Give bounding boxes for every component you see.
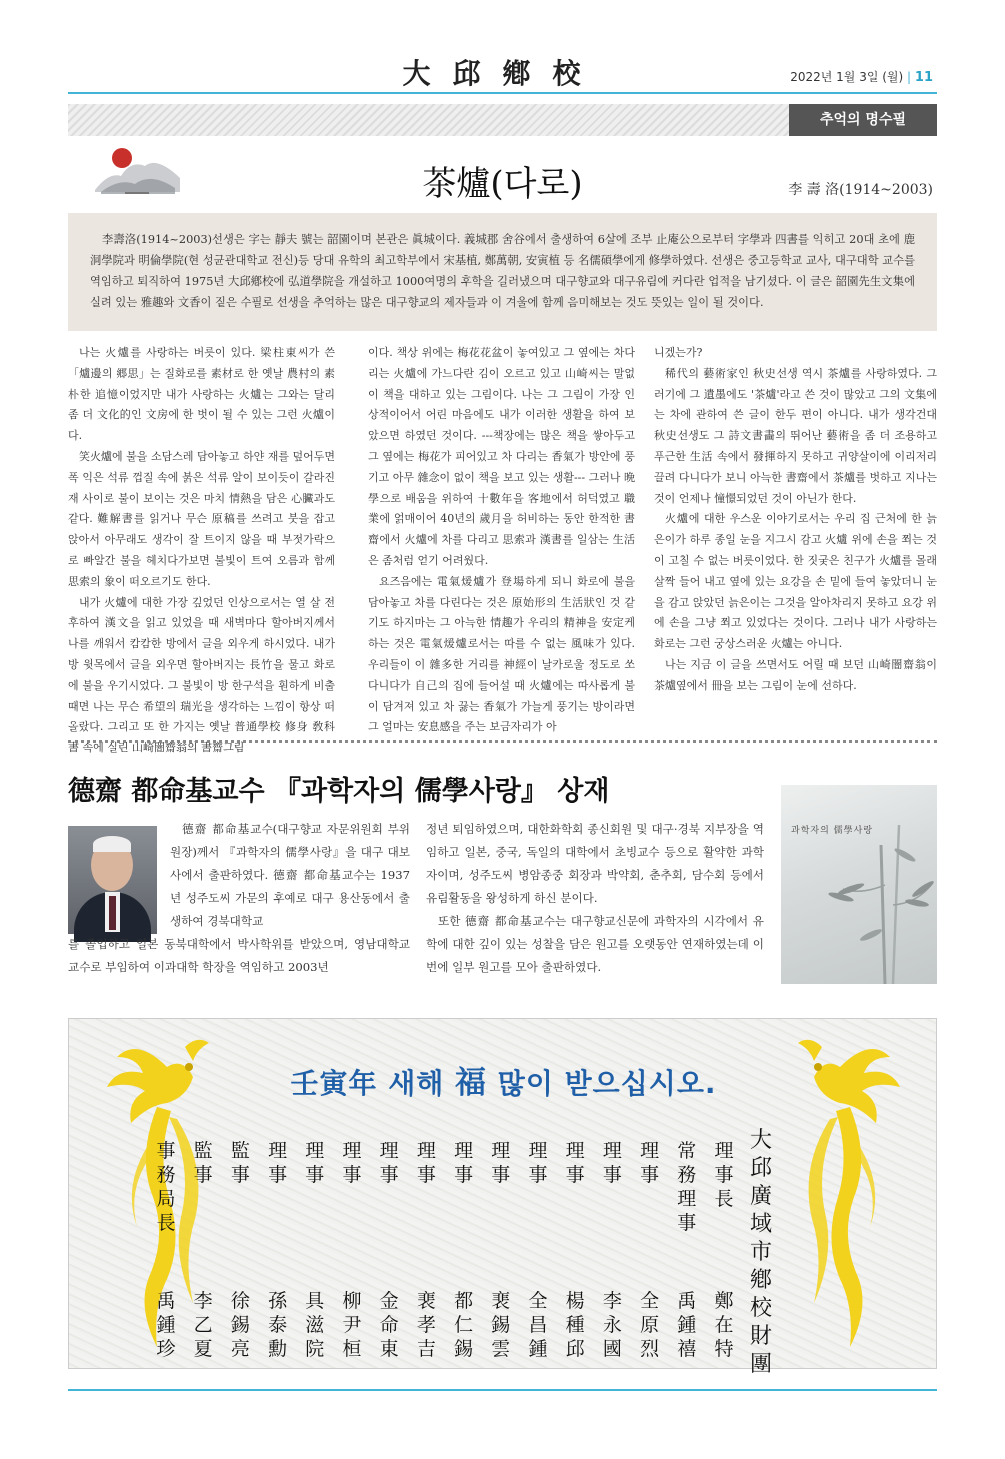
essay-intro-box <box>68 213 937 331</box>
date-separator: | <box>907 70 912 84</box>
news-paragraph: 德齋 都命基교수(대구향교 자문위원회 부위원장)께서 『과학자의 儒學사랑』을 대구 대보사에서 출판하였다. 德齋 都命基교수는 1937년 성주도씨 가문의 후예로 대구 용산동에서 출생하여 경북대학교 <box>170 822 410 928</box>
book-cover <box>781 785 937 984</box>
essay-paragraph: 이다. 책상 위에는 梅花花盆이 놓여있고 그 옆에는 차다리는 火爐에 가느다란 김이 오르고 있고 山崎씨는 말없이 책을 대하고 있는 그림이다. 나는 그 그림이 가장 인상적이어서 어린 마음에도 내가 이러한 생활을 하여 보았으면 하였던 것이다. ---책장에는 많은 책을 쌓아두고 그 옆에는 梅花가 피어있고 차 다리는 香氣가 방안에 풍기고 아무 雜念이 없이 책을 보고 있는 생활--- 그러나 晩學으로 배움을 위하여 十數年을 客地에서 허덕였고 職業에 얽매이어 40년의 歲月을 허비하는 동안 한적한 書齋에서 火爐에 차를 다리고 思索과 漢書를 일삼는 生活은 좀처럼 얻기 어려웠다. <box>368 346 635 567</box>
officer-name: 裵錫雲 <box>491 1290 511 1360</box>
essay-paragraph: 笑火爐에 불을 소담스레 담아놓고 하얀 재를 덮어두면 폭 익은 석류 껍질 속에 붉은 석류 알이 보이듯이 갈라진 재 사이로 불이 보이는 것은 마치 情熱을 담은 心臟과도 같다. 難解書를 읽거나 무슨 原稿를 쓰려고 붓을 잡고 앉아서 아무래도 생각이 잘 트이지 않을 때 부젓가락으로 빠알간 불을 헤치다가보면 불빛이 트여 오름과 함께 思索의 象이 떠오르기도 한다. <box>68 449 335 588</box>
officer-entry <box>488 1139 514 1361</box>
officer-name: 全原烈 <box>640 1290 660 1360</box>
officer-title: 理事 <box>379 1140 399 1186</box>
section-tag: 추억의 명수필 <box>789 104 937 136</box>
officer-entry <box>190 1139 216 1361</box>
date-text: 2022년 1월 3일 (월) <box>790 70 904 84</box>
officer-name: 禹鍾珍 <box>156 1290 176 1360</box>
top-rule <box>68 92 937 94</box>
officer-entry <box>153 1139 179 1361</box>
officer-name: 裵孝吉 <box>416 1290 436 1360</box>
officer-name: 鄭在特 <box>714 1290 734 1360</box>
officer-entry <box>637 1139 663 1361</box>
officer-title: 理事 <box>416 1140 436 1186</box>
officer-name: 金命東 <box>379 1290 399 1360</box>
officer-name: 禹鍾禧 <box>677 1290 697 1360</box>
essay-paragraph: 나는 火爐를 사랑하는 버릇이 있다. 梁柱東씨가 쓴 「爐邊의 郷思」는 질화로를 素材로 한 옛날 農村의 素朴한 追憶이었지만 내가 사랑하는 火爐는 그와는 달리 좀 더 文化的인 文房에 한 벗이 될 수 있는 그런 火爐이다. <box>68 346 335 443</box>
officer-entry <box>302 1139 328 1361</box>
greeting-part: 壬寅年 새해 <box>290 1067 456 1100</box>
bamboo-illustration <box>781 785 937 984</box>
officer-entry <box>599 1139 625 1361</box>
officer-entry <box>376 1139 402 1361</box>
officer-entry <box>227 1139 253 1361</box>
officer-entry <box>413 1139 439 1361</box>
officer-title: 理事 <box>565 1140 585 1186</box>
issue-date <box>790 68 933 85</box>
essay-title: 茶爐(다로) <box>422 164 583 204</box>
news-paragraph: 또한 德齋 都命基교수는 대구향교신문에 과학자의 시각에서 유학에 대한 깊이 있는 성찰을 담은 원고를 오랫동안 연재하였는데 이번에 일부 원고를 모아 출판하였다. <box>426 914 764 974</box>
officer-title: 理事 <box>640 1140 660 1186</box>
officer-name: 李乙夏 <box>193 1290 213 1360</box>
bottom-rule <box>68 1389 937 1391</box>
essay-paragraph: 火爐에 대한 우스운 이야기로서는 우리 집 근처에 한 늙은이가 하루 종일 눈을 지그시 감고 火爐 위에 손을 쬐는 것이 고칠 수 없는 버릇이었다. 한 짓궂은 친구가 火爐를 몰래 살짝 들어 내고 옆에 있는 요강을 손 밑에 들여 놓았더니 눈을 감고 앉았던 늙은이는 그것을 알아차리지 못하고 요강 위에 손을 그냥 쬐고 있었다는 것이다. 그러나 내가 사랑하는 화로는 그런 궁상스러운 火爐는 아니다. <box>654 512 937 651</box>
news-paragraph: 정년 퇴임하였으며, 대한화학회 종신회원 및 대구·경북 지부장을 역임하고 일본, 중국, 독일의 대학에서 초빙교수 등으로 활약한 과학자이며, 성주도씨 병암종중 회장과 박약회, 춘추회, 담수회 등에서 유림활동을 왕성하게 하신 분이다. <box>426 822 764 905</box>
officer-title: 理事 <box>268 1140 288 1186</box>
greeting-part: 많이 받으십시오. <box>487 1067 717 1100</box>
officer-title: 理事 <box>342 1140 362 1186</box>
greeting-fortune: 福 <box>455 1065 488 1101</box>
author-portrait <box>68 826 157 934</box>
officer-entry <box>674 1139 700 1361</box>
dotted-divider <box>68 740 937 743</box>
officer-title: 理事 <box>491 1140 511 1186</box>
officer-name: 孫泰勳 <box>268 1290 288 1360</box>
news-paragraph: 를 졸업하고 일본 동북대학에서 박사학위를 받았으며, 영남대학교 교수로 부임하여 이과대학 학장을 역임하고 2003년 <box>68 937 410 974</box>
officer-title: 理事 <box>528 1140 548 1186</box>
officer-entry <box>265 1139 291 1361</box>
essay-paragraph: 니겠는가? <box>654 346 703 359</box>
essay-author: 李 壽 洛(1914~2003) <box>788 182 933 198</box>
new-year-greeting <box>69 1057 938 1102</box>
officer-title: 事務局長 <box>156 1140 176 1234</box>
essay-column-1 <box>68 343 335 755</box>
officer-name: 徐錫亮 <box>230 1290 250 1360</box>
officer-title: 監事 <box>193 1140 213 1186</box>
essay-column-3 <box>654 343 937 727</box>
officer-entry <box>711 1139 737 1361</box>
officer-title: 理事長 <box>714 1140 734 1210</box>
officer-name: 具滋院 <box>305 1290 325 1360</box>
essay-paragraph: 요즈음에는 電氣煖爐가 登場하게 되니 화로에 불을 담아놓고 차를 다린다는 것은 原始形의 生活狀인 것 같기도 하지마는 그 아늑한 情趣가 우리의 精神을 安定케하는 것은 電氣煖爐로서는 따를 수 없는 風味가 있다. 우리들이 이 雜多한 거리를 神經이 날카로울 정도로 쏘다니다가 自己의 집에 들어설 때 火爐에는 따사롭게 불이 담겨져 있고 차 끓는 香氣가 가늘게 풍기는 방이라면 그 얼마는 安息感을 주는 보금자리가 아 <box>368 574 635 734</box>
officer-entry <box>562 1139 588 1361</box>
officer-name: 李永國 <box>602 1290 622 1360</box>
officer-name: 楊種邱 <box>565 1290 585 1360</box>
masthead: 大邱鄕校 <box>402 57 603 90</box>
officer-title: 理事 <box>305 1140 325 1186</box>
essay-intro-text: 李壽洛(1914~2003)선생은 字는 靜夫 號는 韶園이며 본관은 眞城이다. 義城郡 舍谷에서 출생하여 6살에 조부 止庵公으로부터 字學과 四書를 익히고 20대 초에 鹿洞學院과 明倫學院(현 성균관대학교 전신)등 당대 유학의 최고학부에서 宋基植, 鄭萬朝, 安寅植 등 名儒碩學에게 修學하였다. 선생은 중고등학교 교사, 대구대학 교수를 역임하고 퇴직하여 1975년 大邱鄕校에 弘道學院을 개설하고 1000여명의 후학을 길러냈으며 대구향교와 대구유림에 커다란 업적을 남기셨다. 이 글은 韶園先生文集에 실려 있는 雅趣와 文香이 짙은 수필로 선생을 추억하는 많은 대구향교의 제자들과 이 겨울에 함께 음미해보는 것도 뜻있는 일이 될 것이다. <box>90 233 915 309</box>
news-headline: 德齋 都命基교수 『과학자의 儒學사랑』 상재 <box>68 776 610 807</box>
officer-title: 常務理事 <box>677 1140 697 1234</box>
officer-entry <box>339 1139 365 1361</box>
officer-title: 理事 <box>454 1140 474 1186</box>
essay-column-2 <box>368 343 635 734</box>
officer-entry <box>451 1139 477 1361</box>
new-year-banner <box>68 1018 937 1377</box>
page-number: 11 <box>914 70 933 85</box>
essay-paragraph: 나는 지금 이 글을 쓰면서도 어릴 때 보던 山崎闇齋翁이 茶爐옆에서 冊을 보는 그림이 눈에 선하다. <box>654 657 937 692</box>
officer-entry <box>525 1139 551 1361</box>
officer-name: 都仁錫 <box>454 1290 474 1360</box>
foundation-name: 大邱廣域市鄕校財團 <box>749 1128 772 1377</box>
officer-title: 理事 <box>602 1140 622 1186</box>
news-column-2 <box>426 818 764 979</box>
officer-name: 柳尹桓 <box>342 1290 362 1360</box>
essay-paragraph: 내가 火爐에 대한 가장 깊었던 인상으로서는 열 살 전후하여 漢文을 읽고 있었을 때 새벽마다 할아버지께서 나를 깨워서 캄캄한 방에서 글을 외우게 하시었다. 내가 방 윗목에서 글을 외우면 할아버지는 長竹을 물고 화로에 불을 우기시었다. 그 불빛이 방 한구석을 훤하게 비출 때면 나는 무슨 希望의 瑞光을 생각하는 느낌이 항상 떠올랐다. 그리고 또 한 가지는 옛날 普通學校 修身 敎科書 속에 실린 山崎闇齋翁의 書齋그림 <box>68 595 335 755</box>
officer-name: 全昌鍾 <box>528 1290 548 1360</box>
officer-title: 監事 <box>230 1140 250 1186</box>
essay-paragraph: 稀代의 藝術家인 秋史선생 역시 茶爐를 사랑하였다. 그러기에 그 遺墨에도 '茶爐'라고 쓴 것이 많았고 그의 文集에는 차에 관하여 쓴 글이 한두 편이 아니다. 내가 생각건대 秋史선생도 그 詩文書畵의 뛰어난 藝術을 좀 더 조용하고 푸근한 生活 속에서 發揮하지 못하고 귀양살이에 이리저리 끌려 다니다가 보니 아늑한 書齋에서 茶爐를 벗하고 지나는 것이 언제나 憧憬되었던 것이 아닌가 한다. <box>654 366 937 505</box>
book-title: 과학자의 儒學사랑 <box>791 826 874 836</box>
